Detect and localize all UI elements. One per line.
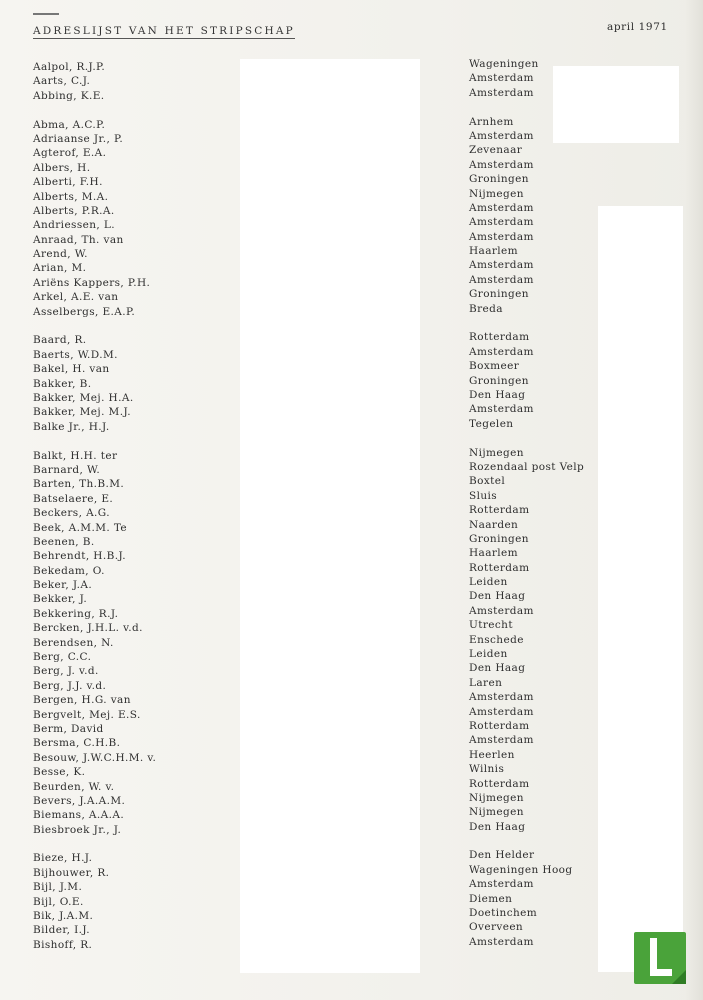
member-city: Groningen [469, 374, 529, 387]
member-name: Arend, W. [33, 248, 88, 261]
member-name: Biemans, A.A.A. [33, 809, 125, 822]
member-city: Amsterdam [469, 129, 534, 142]
member-name: Bijhouwer, R. [33, 866, 110, 879]
member-city: Naarden [469, 518, 519, 531]
member-name: Agterof, E.A. [33, 147, 107, 160]
member-city: Nijmegen [469, 806, 524, 819]
document-title: ADRESLIJST VAN HET STRIPSCHAP [33, 25, 295, 37]
member-city: Haarlem [469, 245, 519, 258]
member-name: Bekedam, O. [33, 564, 105, 577]
member-name: Bersma, C.H.B. [33, 737, 121, 750]
member-city: Utrecht [469, 619, 513, 632]
member-city: Boxmeer [469, 360, 520, 373]
member-name: Berendsen, N. [33, 636, 114, 649]
member-name: Biesbroek Jr., J. [33, 823, 122, 836]
member-city: Den Haag [469, 388, 526, 401]
member-city: Rozendaal post Velp [469, 460, 585, 473]
member-city: Heerlen [469, 748, 515, 761]
member-city: Den Haag [469, 590, 526, 603]
redaction-box-top-right [553, 66, 679, 143]
member-city: Sluis [469, 489, 498, 502]
member-name: Asselbergs, E.A.P. [33, 305, 136, 318]
member-city: Zevenaar [469, 144, 523, 157]
names-column [33, 60, 156, 952]
member-city: Groningen [469, 173, 529, 186]
member-name: Arian, M. [33, 262, 87, 275]
member-city: Den Haag [469, 820, 526, 833]
member-name: Bijl, J.M. [33, 881, 83, 894]
member-name: Beek, A.M.M. Te [33, 521, 128, 534]
member-name: Bik, J.A.M. [33, 910, 94, 923]
member-name: Beker, J.A. [33, 579, 93, 592]
member-name: Balkt, H.H. ter [33, 449, 118, 462]
member-name: Berg, J. v.d. [33, 665, 99, 678]
group-spacer [33, 103, 156, 117]
member-city: Amsterdam [469, 691, 534, 704]
member-city: Rotterdam [469, 561, 530, 574]
member-name: Berg, J.J. v.d. [33, 679, 107, 692]
member-name: Abbing, K.E. [33, 89, 105, 102]
member-name: Besse, K. [33, 766, 86, 779]
cities-column [469, 57, 584, 949]
member-name: Batselaere, E. [33, 492, 114, 505]
member-name: Bilder, I.J. [33, 924, 90, 937]
member-name: Aarts, C.J. [33, 75, 91, 88]
member-name: Bieze, H.J. [33, 852, 93, 865]
member-city: Enschede [469, 633, 524, 646]
member-city: Amsterdam [469, 403, 534, 416]
member-city: Boxtel [469, 475, 506, 488]
member-city: Wageningen Hoog [469, 863, 573, 876]
group-spacer [33, 319, 156, 333]
member-name: Aalpol, R.J.P. [33, 61, 106, 73]
member-city: Amsterdam [469, 734, 534, 747]
member-city: Nijmegen [469, 446, 524, 459]
member-city: Nijmegen [469, 187, 524, 200]
redaction-box-right [598, 206, 683, 972]
member-name: Bergvelt, Mej. E.S. [33, 708, 141, 721]
member-name: Bakker, Mej. M.J. [33, 406, 131, 419]
member-city: Rotterdam [469, 504, 530, 517]
member-name: Alberts, P.R.A. [33, 204, 115, 217]
member-name: Balke Jr., H.J. [33, 420, 110, 433]
member-name: Berg, C.C. [33, 651, 92, 664]
member-city: Laren [469, 676, 503, 689]
member-name: Albers, H. [33, 161, 91, 174]
member-name: Adriaanse Jr., P. [33, 132, 124, 145]
member-city: Amsterdam [469, 72, 534, 85]
member-name: Barten, Th.B.M. [33, 478, 125, 491]
group-spacer [469, 431, 584, 445]
document-date: april 1971 [607, 21, 668, 33]
member-name: Bergen, H.G. van [33, 694, 131, 707]
member-city: Amsterdam [469, 158, 534, 171]
member-city: Rotterdam [469, 719, 530, 732]
member-name: Alberts, M.A. [33, 190, 109, 203]
member-name: Barnard, W. [33, 463, 101, 476]
member-city: Amsterdam [469, 86, 534, 99]
member-city: Amsterdam [469, 230, 534, 243]
member-city: Breda [469, 302, 503, 315]
member-city: Nijmegen [469, 791, 524, 804]
member-name: Behrendt, H.B.J. [33, 550, 126, 563]
member-city: Amsterdam [469, 259, 534, 272]
member-city: Arnhem [469, 115, 514, 128]
member-city: Amsterdam [469, 216, 534, 229]
paper-edge-shadow [685, 0, 703, 1000]
member-city: Amsterdam [469, 878, 534, 891]
redaction-box-addresses [240, 59, 420, 973]
member-city: Amsterdam [469, 935, 534, 948]
member-city: Amsterdam [469, 201, 534, 214]
member-name: Beurden, W. v. [33, 780, 115, 793]
member-city: Diemen [469, 892, 513, 905]
member-name: Baard, R. [33, 334, 87, 347]
member-name: Bakker, Mej. H.A. [33, 391, 134, 404]
group-spacer [33, 837, 156, 851]
member-city: Haarlem [469, 547, 519, 560]
group-spacer [469, 834, 584, 848]
member-name: Berm, David [33, 722, 104, 735]
member-name: Bishoff, R. [33, 938, 93, 951]
member-city: Rotterdam [469, 331, 530, 344]
member-name: Bakker, B. [33, 377, 92, 390]
watermark-logo-icon [634, 932, 686, 984]
member-name: Andriessen, L. [33, 219, 115, 232]
group-spacer [469, 316, 584, 330]
member-name: Bekker, J. [33, 593, 88, 606]
member-name: Anraad, Th. van [33, 233, 124, 246]
member-name: Alberti, F.H. [33, 176, 103, 189]
member-city: Amsterdam [469, 345, 534, 358]
member-city: Rotterdam [469, 777, 530, 790]
member-city: Amsterdam [469, 604, 534, 617]
member-city: Amsterdam [469, 705, 534, 718]
member-city: Groningen [469, 532, 529, 545]
member-name: Bercken, J.H.L. v.d. [33, 622, 143, 635]
member-name: Arkel, A.E. van [33, 291, 119, 304]
staple-mark [33, 13, 59, 15]
member-name: Bekkering, R.J. [33, 607, 119, 620]
member-city: Leiden [469, 648, 508, 661]
member-city: Amsterdam [469, 273, 534, 286]
member-city: Den Helder [469, 849, 535, 862]
member-name: Abma, A.C.P. [33, 118, 106, 131]
member-name: Bijl, O.E. [33, 895, 84, 908]
member-name: Besouw, J.W.C.H.M. v. [33, 751, 157, 764]
group-spacer [33, 434, 156, 448]
member-city: Wilnis [469, 763, 505, 776]
member-name: Bakel, H. van [33, 363, 110, 376]
member-name: Baerts, W.D.M. [33, 348, 118, 361]
member-name: Beckers, A.G. [33, 507, 110, 520]
member-city: Overveen [469, 921, 524, 934]
member-city: Tegelen [469, 417, 514, 430]
member-city: Doetinchem [469, 907, 538, 920]
member-city: Groningen [469, 288, 529, 301]
member-name: Beenen, B. [33, 535, 95, 548]
member-name: Ariëns Kappers, P.H. [33, 276, 151, 289]
member-city: Leiden [469, 576, 508, 589]
member-name: Bevers, J.A.A.M. [33, 794, 126, 807]
member-city: Den Haag [469, 662, 526, 675]
member-city: Wageningen [469, 58, 539, 70]
